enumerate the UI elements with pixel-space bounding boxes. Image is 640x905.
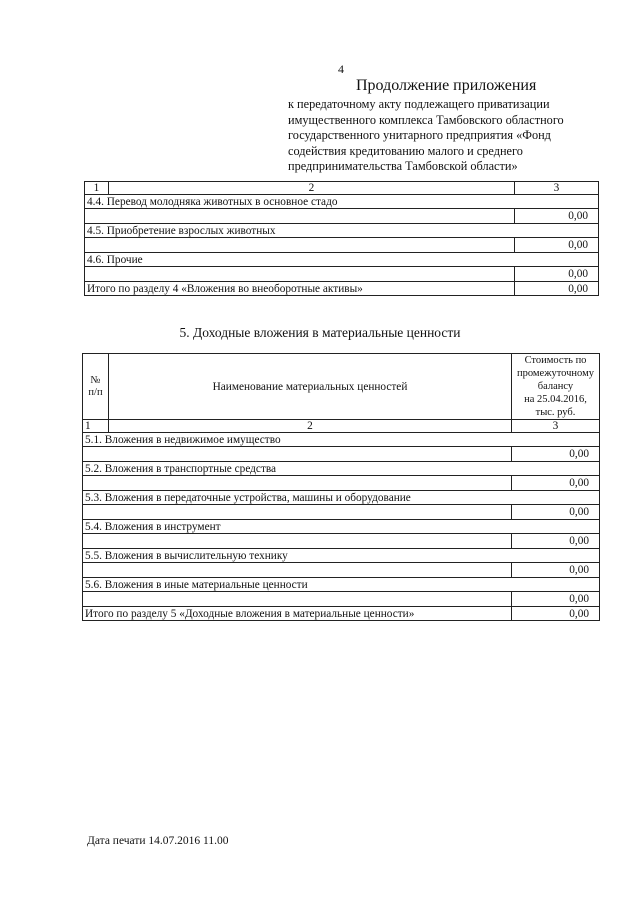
value-row: [83, 563, 600, 578]
section-row: [85, 224, 599, 238]
appendix-title: Продолжение приложения: [356, 77, 537, 94]
header-num: № п/п: [83, 354, 109, 420]
value-row: [83, 592, 600, 607]
col-num-3: 3: [512, 420, 600, 433]
section-value: 0,00: [512, 476, 600, 491]
section-label: 5.5. Вложения в вычислительную технику: [83, 549, 600, 563]
section-row: [83, 520, 600, 534]
total-label: Итого по разделу 5 «Доходные вложения в материальные ценности»: [83, 607, 512, 621]
col-num-1: 1: [83, 420, 109, 433]
value-row: [85, 209, 599, 224]
section-row: [85, 253, 599, 267]
value-row: [83, 505, 600, 520]
section-label: 5.6. Вложения в иные материальные ценности: [83, 578, 600, 592]
column-number-row: [83, 420, 600, 433]
section-value: 0,00: [515, 238, 599, 253]
section-row: [83, 549, 600, 563]
header-name: Наименование материальных ценностей: [109, 354, 512, 420]
table-section-5: [82, 353, 600, 621]
appendix-subtitle: [288, 97, 618, 175]
total-label: Итого по разделу 4 «Вложения во внеоборотные активы»: [85, 282, 515, 296]
value-row: [83, 476, 600, 491]
value-row: [83, 534, 600, 549]
header-cost: Стоимость по промежуточному балансу на 25.04.2016, тыс. руб.: [512, 354, 600, 420]
section-value: 0,00: [512, 447, 600, 462]
col-num-2: 2: [109, 182, 515, 195]
section-value: 0,00: [512, 505, 600, 520]
section-row: [85, 195, 599, 209]
section-value: 0,00: [515, 267, 599, 282]
total-value: 0,00: [515, 282, 599, 296]
section-5-title: 5. Доходные вложения в материальные ценности: [179, 325, 461, 340]
section-row: [83, 578, 600, 592]
value-row: [85, 267, 599, 282]
col-num-1: 1: [85, 182, 109, 195]
section-value: 0,00: [512, 534, 600, 549]
subtitle-line: предпринимательства Тамбовской области»: [288, 159, 518, 173]
section-value: 0,00: [512, 592, 600, 607]
section-label: 4.5. Приобретение взрослых животных: [85, 224, 599, 238]
value-row: [85, 238, 599, 253]
section-row: [83, 491, 600, 505]
section-value: 0,00: [515, 209, 599, 224]
section-label: 5.1. Вложения в недвижимое имущество: [83, 433, 600, 447]
section-label: 5.3. Вложения в передаточные устройства, машины и оборудование: [83, 491, 600, 505]
section-label: 5.4. Вложения в инструмент: [83, 520, 600, 534]
section-row: [83, 462, 600, 476]
page-number: 4: [338, 62, 344, 76]
col-num-2: 2: [109, 420, 512, 433]
subtitle-line: государственного унитарного предприятия «Фонд: [288, 128, 551, 142]
subtitle-line: имущественного комплекса Тамбовского областного: [288, 112, 564, 127]
section-label: 4.6. Прочие: [85, 253, 599, 267]
section-row: [83, 433, 600, 447]
print-date: Дата печати 14.07.2016 11.00: [87, 835, 229, 847]
section-label: 5.2. Вложения в транспортные средства: [83, 462, 600, 476]
column-number-row: [85, 182, 599, 195]
section-value: 0,00: [512, 563, 600, 578]
header-row: [83, 354, 600, 420]
col-num-3: 3: [515, 182, 599, 195]
total-row: [85, 282, 599, 296]
value-row: [83, 447, 600, 462]
total-row: [83, 607, 600, 621]
section-label: 4.4. Перевод молодняка животных в основное стадо: [85, 195, 599, 209]
total-value: 0,00: [512, 607, 600, 621]
subtitle-line: к передаточному акту подлежащего приватизации: [288, 97, 550, 111]
subtitle-line: содействия кредитованию малого и среднего: [288, 143, 523, 158]
table-section-4: [84, 181, 599, 296]
